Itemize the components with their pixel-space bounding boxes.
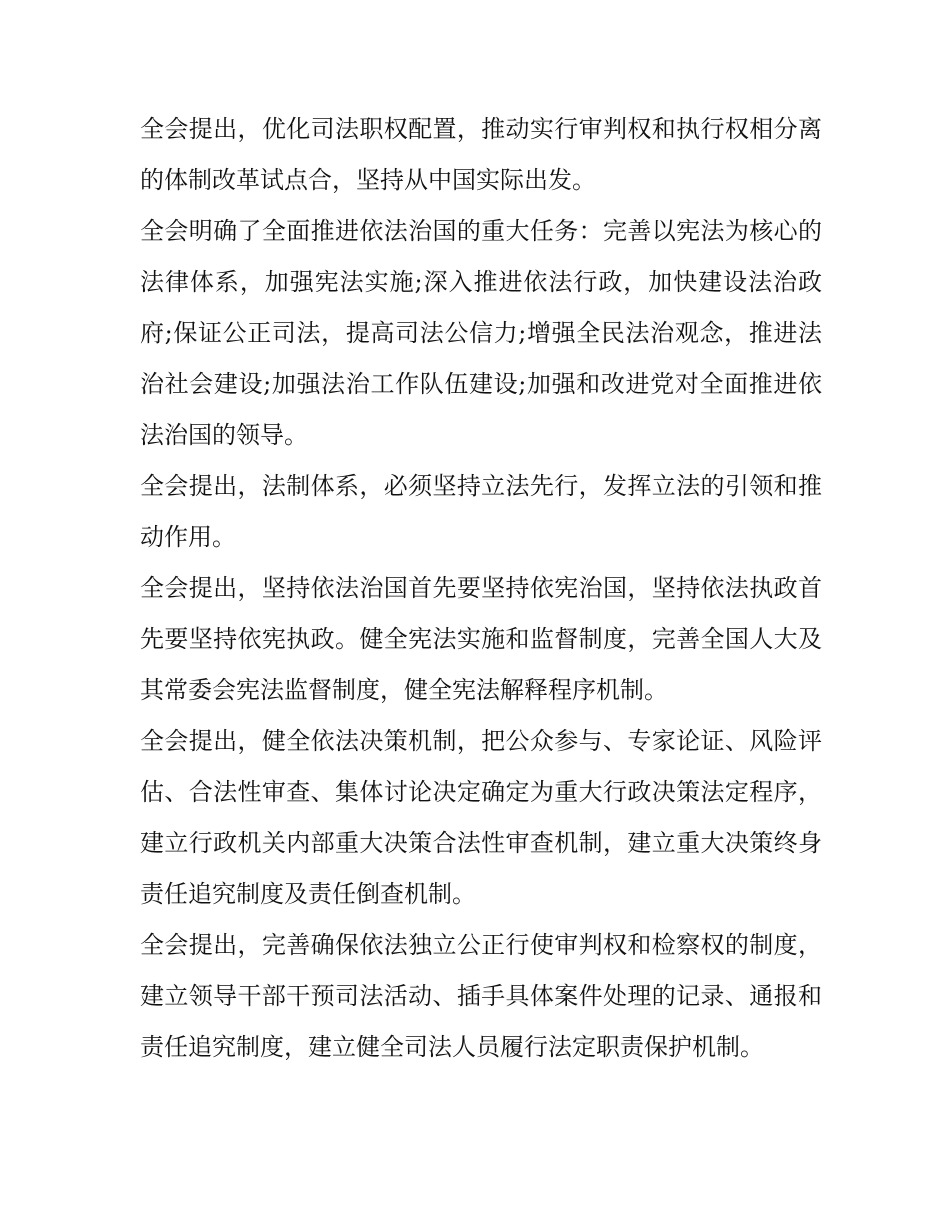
paragraph-judicial-power: 全会提出，优化司法职权配置，推动实行审判权和执行权相分离的体制改革试点合，坚持从中国实际出发。 <box>140 115 822 194</box>
document-body <box>140 104 822 1073</box>
paragraph-major-tasks: 全会明确了全面推进依法治国的重大任务：完善以宪法为核心的法律体系，加强宪法实施;深入推进依法行政，加快建设法治政府;保证公正司法，提高司法公信力;增强全民法治观念，推进法治社会建设;加强法治工作队伍建设;加强和改进党对全面推进依法治国的领导。 <box>140 217 822 449</box>
paragraph-decision-mechanism: 全会提出，健全依法决策机制，把公众参与、专家论证、风险评估、合法性审查、集体讨论决定确定为重大行政决策法定程序，建立行政机关内部重大决策合法性审查机制，建立重大决策终身责任追究制度及责任倒查机制。 <box>140 727 822 908</box>
paragraph-independent-justice: 全会提出，完善确保依法独立公正行使审判权和检察权的制度，建立领导干部干预司法活动、插手具体案件处理的记录、通报和责任追究制度，建立健全司法人员履行法定职责保护机制。 <box>140 931 822 1061</box>
paragraph-constitution: 全会提出，坚持依法治国首先要坚持依宪治国，坚持依法执政首先要坚持依宪执政。健全宪法实施和监督制度，完善全国人大及其常委会宪法监督制度，健全宪法解释程序机制。 <box>140 574 822 704</box>
paragraph-legislation-first: 全会提出，法制体系，必须坚持立法先行，发挥立法的引领和推动作用。 <box>140 472 822 551</box>
